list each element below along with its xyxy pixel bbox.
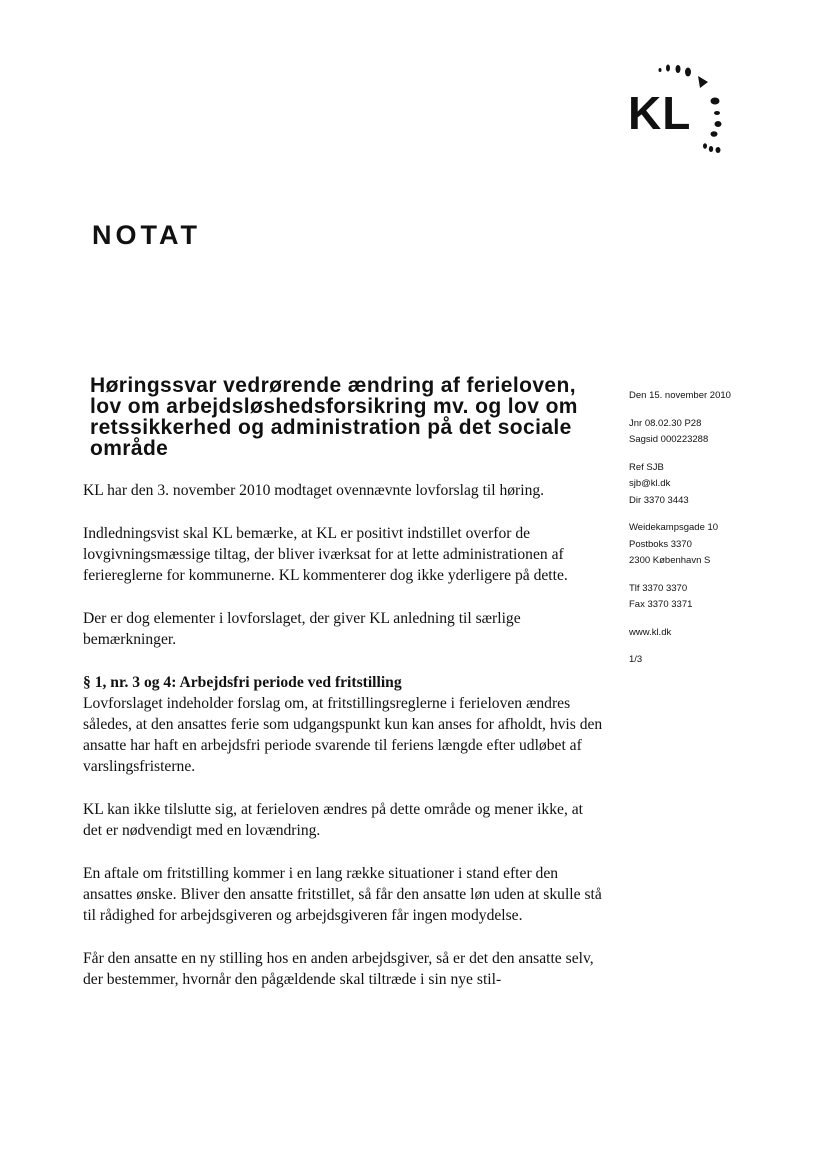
document-metadata-sidebar (629, 388, 809, 680)
body-paragraph: Får den ansatte en ny stilling hos en anden arbejdsgiver, så er det den ansatte selv, der bestemmer, hvornår den pågældende skal tiltræde i sin nye stil- (83, 950, 594, 988)
page-number: 1/3 (629, 654, 643, 665)
body-paragraph: KL kan ikke tilslutte sig, at ferieloven ændres på dette område og mener ikke, at det er nødvendigt med en lovændring. (83, 801, 583, 839)
document-body (83, 480, 603, 1012)
body-paragraph: KL har den 3. november 2010 modtaget ovennævnte lovforslag til høring. (83, 482, 545, 499)
reference: Ref SJB (629, 461, 664, 473)
kl-logo (622, 58, 734, 166)
email-text: sjb@kl.dk (629, 478, 671, 489)
body-paragraph: Indledningsvist skal KL bemærke, at KL er positivt indstillet overfor de lovgivningsmæssige tiltag, der bliver iværksat for at lette administrationen af feriereglerne for kommunerne. KL kommenterer dog ikke yderligere på dette. (83, 525, 568, 584)
phone-text: Tlf 3370 3370 (629, 582, 688, 594)
address-street: Weidekampsgade 10 (629, 522, 719, 533)
body-paragraph: En aftale om fritstilling kommer i en lang række situationer i stand efter den ansattes ønske. Bliver den ansatte fritstillet, så får den ansatte løn uden at skulle stå til rådighed for arbejdsgiveren og arbejdsgiveren får ingen modydelse. (83, 865, 602, 924)
fax-text: Fax 3370 3371 (629, 599, 693, 610)
section-heading: § 1, nr. 3 og 4: Arbejdsfri periode ved fritstilling (83, 674, 402, 691)
date-text: Den 15. november 2010 (629, 390, 731, 401)
document-type-heading: NOTAT (92, 220, 201, 250)
journal-number: Jnr 08.02.30 P28 (629, 417, 702, 429)
body-paragraph: Der er dog elementer i lovforslaget, der giver KL anledning til særlige bemærkninger. (83, 610, 521, 648)
address-box: Postboks 3370 (629, 538, 692, 550)
website-text: www.kl.dk (629, 626, 672, 638)
direct-phone: Dir 3370 3443 (629, 494, 689, 506)
document-title: Høringssvar vedrørende ændring af ferieloven, lov om arbejdsløshedsforsikring mv. og lov om retssikkerhed og administration på det sociale område (90, 374, 578, 460)
address-city: 2300 København S (629, 555, 711, 566)
body-paragraph: Lovforslaget indeholder forslag om, at fritstillingsreglerne i ferieloven ændres således, at den ansattes ferie som udgangspunkt kun kan anses for afholdt, hvis den ansatte har haft en arbejdsfri periode svarende til feriens længde efter udløbet af varslingsfristerne. (83, 695, 603, 775)
case-id: Sagsid 000223288 (629, 434, 709, 445)
logo-text: KL (628, 87, 692, 139)
